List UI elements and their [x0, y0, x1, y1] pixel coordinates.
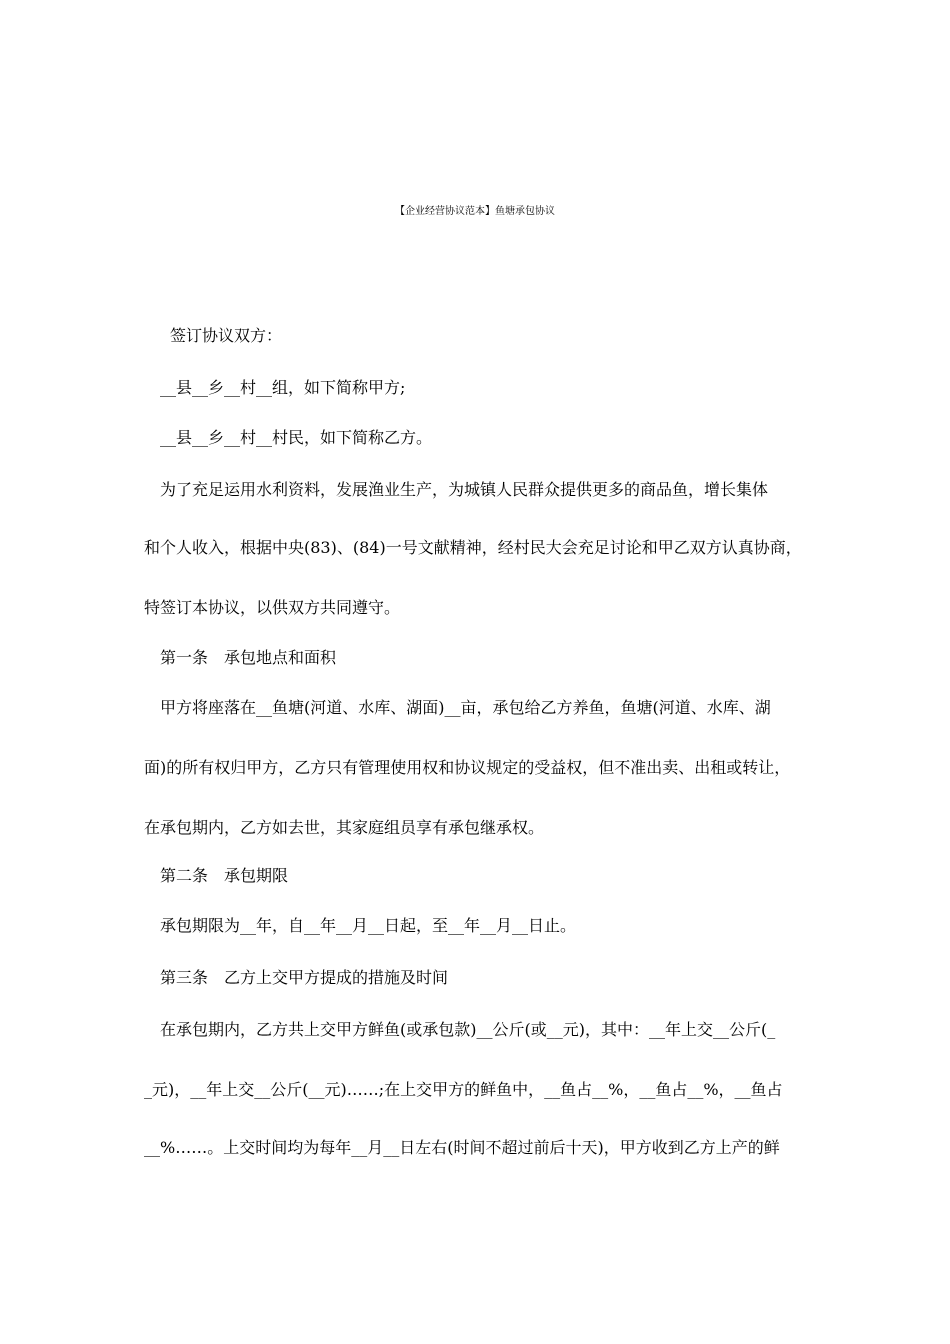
paragraph-line: __%……。上交时间均为每年__月__日左右(时间不超过前后十天)，甲方收到乙方上产的鲜	[144, 1138, 780, 1157]
document-title: 【企业经营协议范本】鱼塘承包协议	[395, 206, 555, 217]
paragraph-line: __县__乡__村__村民，如下简称乙方。	[160, 428, 433, 447]
paragraph-line: 面)的所有权归甲方，乙方只有管理使用权和协议规定的受益权，但不准出卖、出租或转让，	[144, 758, 791, 777]
article-heading: 第一条 承包地点和面积	[160, 648, 337, 667]
paragraph-line: 承包期限为__年，自__年__月__日起，至__年__月__日止。	[160, 916, 577, 935]
paragraph-line: 在承包期内，乙方如去世，其家庭组员享有承包继承权。	[144, 818, 545, 837]
paragraph-line: __县__乡__村__组，如下简称甲方;	[160, 378, 406, 397]
paragraph-line: 和个人收入，根据中央(83)、(84)一号文献精神，经村民大会充足讨论和甲乙双方认真协商，	[144, 538, 802, 557]
paragraph-line: 特签订本协议，以供双方共同遵守。	[144, 598, 401, 617]
paragraph-line: 甲方将座落在__鱼塘(河道、水库、湖面)__亩，承包给乙方养鱼，鱼塘(河道、水库、湖	[160, 698, 771, 717]
paragraph-line: 为了充足运用水利资料，发展渔业生产，为城镇人民群众提供更多的商品鱼，增长集体	[160, 480, 769, 499]
article-heading: 第三条 乙方上交甲方提成的措施及时间	[160, 968, 449, 987]
paragraph-line: 在承包期内，乙方共上交甲方鲜鱼(或承包款)__公斤(或__元)，其中：__年上交__公斤(_	[160, 1020, 776, 1039]
article-heading: 第二条 承包期限	[160, 866, 289, 885]
paragraph-line: _元)，__年上交__公斤(__元)……;在上交甲方的鲜鱼中，__鱼占__%，__鱼占__%，__鱼占	[144, 1080, 783, 1099]
paragraph-line: 签订协议双方：	[170, 326, 283, 345]
